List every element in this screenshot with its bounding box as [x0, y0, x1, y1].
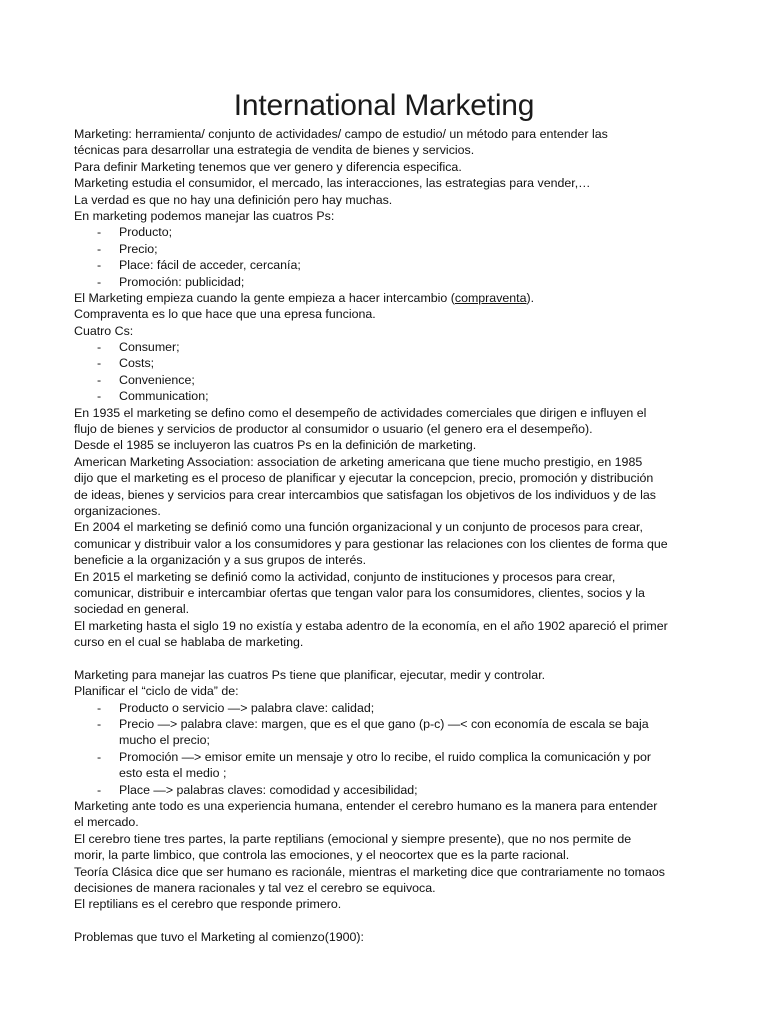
paragraph-line: Marketing: herramienta/ conjunto de actividades/ campo de estudio/ un método para entender las	[74, 127, 608, 141]
list-item-text: Consumer;	[119, 340, 180, 355]
paragraph-line: Teoría Clásica dice que ser humano es racionále, mientras el marketing dice que contrariamente no tomaos	[74, 864, 665, 879]
paragraph-line: dijo que el marketing es el proceso de planificar y ejecutar la concepcion, precio, promoción y distribución	[74, 471, 654, 486]
list-item-text: Promoción: publicidad;	[119, 274, 245, 289]
paragraph-line: En 1935 el marketing se defino como el desempeño de actividades comerciales que dirigen e influyen el	[74, 405, 647, 420]
bullet-dash: -	[97, 225, 102, 240]
list-item-continuation: esto esta el medio ;	[119, 766, 227, 781]
document-body	[74, 126, 714, 946]
list-item-plan-promocion	[74, 749, 714, 765]
paragraph-line: Marketing para manejar las cuatros Ps tiene que planificar, ejecutar, medir y controlar.	[74, 667, 546, 682]
paragraph-line: Problemas que tuvo el Marketing al comienzo(1900):	[74, 930, 364, 945]
paragraph-text: ).	[526, 290, 535, 305]
list-item-ps-place	[74, 257, 714, 273]
list-item-text: Promoción —> emisor emite un mensaje y otro lo recibe, el ruido complica la comunicación y por	[119, 749, 651, 764]
list-item-cs-convenience	[74, 372, 714, 388]
paragraph-line: de ideas, bienes y servicios para crear intercambios que satisfagan los objetivos de los individuos y de las	[74, 487, 656, 502]
blank-line	[74, 913, 714, 929]
bullet-dash: -	[97, 356, 102, 371]
paragraph-line: El marketing hasta el siglo 19 no existía y estaba adentro de la economía, en el año 1902 apareció el primer	[74, 618, 668, 633]
list-item-text: Place —> palabras claves: comodidad y accesibilidad;	[119, 782, 418, 797]
paragraph-line: decisiones de manera racionales y tal vez el cerebro se equivoca.	[74, 880, 436, 895]
list-item-text: Producto;	[119, 225, 173, 240]
paragraph-line: Marketing ante todo es una experiencia humana, entender el cerebro humano es la manera para entender	[74, 799, 658, 814]
paragraph-line: comunicar, distribuir e intercambiar ofertas que tengan valor para los consumidores, clientes, socios y la	[74, 585, 645, 600]
paragraph-line: En 2015 el marketing se definió como la actividad, conjunto de instituciones y procesos para crear,	[74, 569, 616, 584]
paragraph-line: técnicas para desarrollar una estrategia de vendita de bienes y servicios.	[74, 143, 475, 158]
bullet-dash: -	[97, 782, 102, 797]
list-item-cs-costs	[74, 355, 714, 371]
paragraph-line: Para definir Marketing tenemos que ver genero y diferencia especifica.	[74, 159, 462, 174]
list-item-ps-promocion	[74, 274, 714, 290]
paragraph-line: beneficie a la organización y a sus grupos de interés.	[74, 553, 367, 568]
list-item-plan-producto	[74, 700, 714, 716]
list-item-cs-communication	[74, 388, 714, 404]
document-title: International Marketing	[233, 89, 535, 122]
paragraph-line: La verdad es que no hay una definición pero hay muchas.	[74, 192, 393, 207]
paragraph-line: Compraventa es lo que hace que una epresa funciona.	[74, 307, 376, 322]
list-item-text: Convenience;	[119, 372, 195, 387]
compraventa-link[interactable]: compraventa	[454, 290, 527, 305]
paragraph-line: organizaciones.	[74, 503, 161, 518]
list-item-text: Producto o servicio —> palabra clave: calidad;	[119, 700, 375, 715]
bullet-dash: -	[97, 372, 102, 387]
list-item-text: Precio —> palabra clave: margen, que es el que gano (p-c) —< con economía de escala se baja	[119, 717, 649, 732]
list-item-plan-precio	[74, 716, 714, 732]
paragraph-line: comunicar y distribuir valor a los consumidores y para gestionar las relaciones con los clientes de forma que	[74, 536, 668, 551]
list-item-text: Costs;	[119, 356, 155, 371]
paragraph-line: flujo de bienes y servicios de productor al consumidor o usuario (el genero era el desempeño).	[74, 422, 593, 437]
bullet-dash: -	[97, 749, 102, 764]
bullet-dash: -	[97, 340, 102, 355]
list-item-text: Precio;	[119, 241, 158, 256]
bullet-dash: -	[97, 717, 102, 732]
bullet-dash: -	[97, 274, 102, 289]
paragraph-line: sociedad en general.	[74, 602, 190, 617]
bullet-dash: -	[97, 258, 102, 273]
paragraph-line: curso en el cual se hablaba de marketing.	[74, 635, 304, 650]
paragraph-line: En 2004 el marketing se definió como una función organizacional y un conjunto de procesos para crear,	[74, 520, 643, 535]
paragraph-line: Planificar el “ciclo de vida” de:	[74, 684, 239, 699]
list-item-ps-producto	[74, 224, 714, 240]
paragraph-line: Marketing estudia el consumidor, el mercado, las interacciones, las estrategias para vender,…	[74, 176, 591, 191]
list-item-plan-place	[74, 782, 714, 798]
list-item-continuation: mucho el precio;	[119, 733, 210, 748]
paragraph-line: morir, la parte limbico, que controla las emociones, y el neocortex que es la parte racional.	[74, 848, 570, 863]
bullet-dash: -	[97, 241, 102, 256]
paragraph-line: Cuatro Cs:	[74, 323, 134, 338]
list-item-text: Communication;	[119, 389, 209, 404]
bullet-dash: -	[97, 700, 102, 715]
list-item-cs-consumer	[74, 339, 714, 355]
bullet-dash: -	[97, 389, 102, 404]
paragraph-line: El reptilians es el cerebro que responde primero.	[74, 897, 342, 912]
paragraph-line: El cerebro tiene tres partes, la parte reptilians (emocional y siempre presente), que no nos permite de	[74, 831, 632, 846]
paragraph-line: el mercado.	[74, 815, 139, 830]
paragraph-text: El Marketing empieza cuando la gente empieza a hacer intercambio (	[74, 290, 455, 305]
paragraph-line	[74, 290, 714, 306]
paragraph-line: En marketing podemos manejar las cuatros Ps:	[74, 208, 335, 223]
list-item-text: Place: fácil de acceder, cercanía;	[119, 258, 301, 273]
list-item-ps-precio	[74, 241, 714, 257]
paragraph-line: Desde el 1985 se incluyeron las cuatros Ps en la definición de marketing.	[74, 438, 477, 453]
paragraph-line: American Marketing Association: association de arketing americana que tiene mucho prestigio, en 1985	[74, 454, 643, 469]
blank-line	[74, 651, 714, 667]
